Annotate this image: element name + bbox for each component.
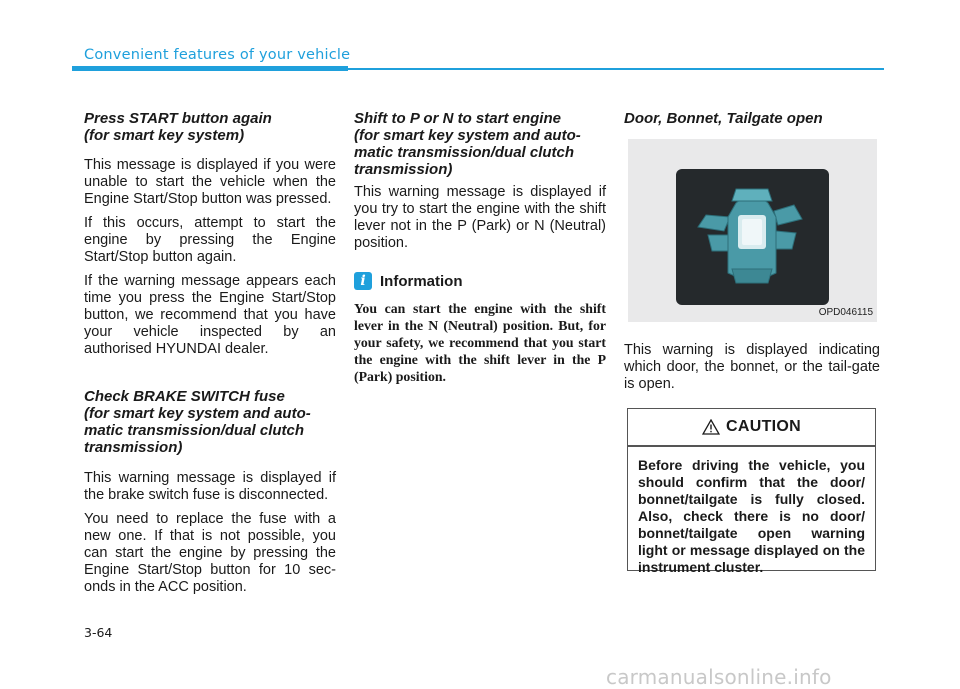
heading-line: Shift to P or N to start engine	[354, 110, 561, 127]
heading-line: (for smart key system and auto-	[354, 127, 581, 144]
heading-line: matic transmission/dual clutch	[84, 422, 305, 439]
caution-text: Before driving the vehicle, you should confirm that the door/ bonnet/tailgate is fully closed. Also, check there is no door/ bonnet/tailgate open warning light or message displayed on the instrument cluster.	[638, 456, 865, 575]
heading-line: transmission)	[84, 439, 183, 456]
door-open-car-icon	[676, 169, 829, 305]
paragraph: If the warning message appears each time you press the Engine Start/Stop button, we recommend that you have your vehicle inspected by an authorised HYUNDAI dealer.	[84, 273, 336, 357]
paragraph: This warning is displayed indicating which door, the bonnet, or the tail-gate is open.	[624, 342, 880, 392]
information-label: Information	[380, 272, 463, 290]
paragraph: This warning message is displayed if you try to start the engine with the shift lever not in the P (Park) or N (Neutral) position.	[354, 184, 606, 251]
figure-code: OPD046115	[818, 307, 873, 318]
heading-line: transmission)	[354, 161, 453, 178]
heading-line: (for smart key system and auto-	[84, 405, 311, 422]
information-text: You can start the engine with the shift lever in the N (Neutral) position. But, for your safety, we recommend that you start the engine with the shift lever in the P (Park) position.	[354, 301, 606, 384]
heading-press-start	[84, 110, 336, 144]
section-title: Convenient features of your vehicle	[84, 47, 351, 63]
info-icon: i	[354, 272, 372, 290]
paragraph: This message is displayed if you were unable to start the vehicle when the Engine Start/Stop button was pressed.	[84, 157, 336, 207]
watermark-text: carmanualsonline.info	[606, 665, 832, 689]
column-1	[84, 110, 336, 596]
caution-header	[628, 411, 875, 443]
column-3	[624, 110, 880, 127]
heading-line: matic transmission/dual clutch	[354, 144, 575, 161]
cluster-display	[676, 169, 829, 305]
heading-line: Press START button again	[84, 110, 272, 127]
caution-title: CAUTION	[726, 418, 801, 435]
paragraph: You need to replace the fuse with a new one. If that is not possible, you can start the engine by pressing the Engine Start/Stop button for 10 sec-onds in the ACC position.	[84, 511, 336, 595]
warning-triangle-icon	[702, 419, 720, 435]
header-rule-thick	[72, 66, 348, 71]
paragraph: If this occurs, attempt to start the engine by pressing the Engine Start/Stop button again.	[84, 215, 336, 265]
header-rule-thin	[348, 68, 884, 70]
information-header	[354, 272, 606, 290]
heading-shift-to-p-or-n	[354, 110, 606, 178]
heading-brake-switch	[84, 388, 336, 456]
caution-divider	[628, 445, 875, 447]
heading-door-bonnet-tailgate: Door, Bonnet, Tailgate open	[624, 110, 823, 127]
heading-line: (for smart key system)	[84, 127, 245, 144]
paragraph: This warning message is displayed if the brake switch fuse is disconnected.	[84, 470, 336, 503]
column-2	[354, 110, 606, 385]
warning-figure	[628, 139, 877, 322]
caution-box	[627, 408, 876, 575]
heading-line: Check BRAKE SWITCH fuse	[84, 388, 285, 405]
page-number: 3-64	[84, 625, 113, 640]
